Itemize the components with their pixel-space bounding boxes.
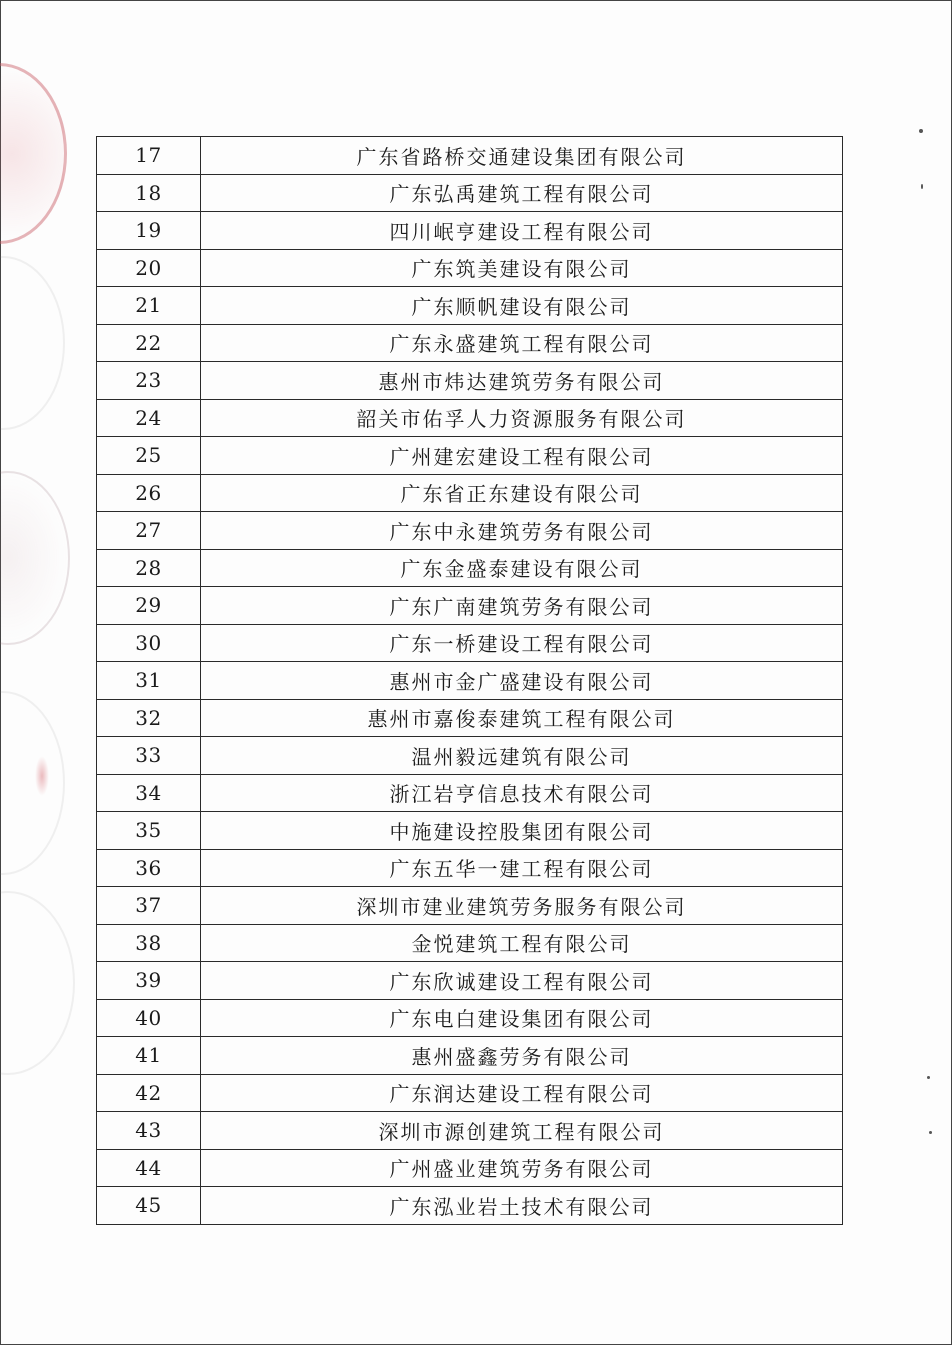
faint-seal-impression [0, 891, 75, 1075]
table-row [97, 812, 843, 850]
scan-speck [919, 129, 923, 133]
table-row [97, 362, 843, 400]
company-list-table [96, 136, 843, 1225]
company-name-cell: 中施建设控股集团有限公司 [201, 812, 843, 850]
table-row [97, 1112, 843, 1150]
row-number-cell: 17 [97, 137, 201, 175]
company-name-cell: 四川岷亨建设工程有限公司 [201, 212, 843, 250]
row-number-cell: 34 [97, 774, 201, 812]
table-row [97, 474, 843, 512]
scan-speck [921, 184, 923, 189]
faint-seal-impression [0, 691, 65, 875]
row-number-cell: 31 [97, 662, 201, 700]
company-name-cell: 广东省路桥交通建设集团有限公司 [201, 137, 843, 175]
row-number-cell: 35 [97, 812, 201, 850]
table-row [97, 1149, 843, 1187]
row-number-cell: 42 [97, 1074, 201, 1112]
table-row [97, 249, 843, 287]
table-row [97, 1074, 843, 1112]
row-number-cell: 27 [97, 512, 201, 550]
table-row [97, 1037, 843, 1075]
table-row [97, 212, 843, 250]
scan-speck [927, 1076, 930, 1079]
row-number-cell: 36 [97, 849, 201, 887]
row-number-cell: 26 [97, 474, 201, 512]
table-row [97, 437, 843, 475]
company-name-cell: 广东一桥建设工程有限公司 [201, 624, 843, 662]
table-row [97, 324, 843, 362]
company-name-cell: 广东五华一建工程有限公司 [201, 849, 843, 887]
company-name-cell: 广东广南建筑劳务有限公司 [201, 587, 843, 625]
row-number-cell: 20 [97, 249, 201, 287]
company-name-cell: 广东弘禹建筑工程有限公司 [201, 174, 843, 212]
company-name-cell: 韶关市佑孚人力资源服务有限公司 [201, 399, 843, 437]
table-row [97, 774, 843, 812]
row-number-cell: 37 [97, 887, 201, 925]
company-name-cell: 广东省正东建设有限公司 [201, 474, 843, 512]
table-row [97, 287, 843, 325]
company-name-cell: 广东筑美建设有限公司 [201, 249, 843, 287]
table-row [97, 137, 843, 175]
table-row [97, 1187, 843, 1225]
row-number-cell: 45 [97, 1187, 201, 1225]
scan-speck [929, 1131, 932, 1134]
table-row [97, 624, 843, 662]
row-number-cell: 18 [97, 174, 201, 212]
company-name-cell: 广州盛业建筑劳务有限公司 [201, 1149, 843, 1187]
table-row [97, 849, 843, 887]
company-name-cell: 金悦建筑工程有限公司 [201, 924, 843, 962]
red-ink-mark [35, 756, 49, 796]
table-row [97, 999, 843, 1037]
faint-seal-impression [0, 256, 65, 430]
row-number-cell: 44 [97, 1149, 201, 1187]
row-number-cell: 30 [97, 624, 201, 662]
table-row [97, 699, 843, 737]
row-number-cell: 22 [97, 324, 201, 362]
company-name-cell: 广东润达建设工程有限公司 [201, 1074, 843, 1112]
row-number-cell: 25 [97, 437, 201, 475]
company-name-cell: 惠州市嘉俊泰建筑工程有限公司 [201, 699, 843, 737]
table-row [97, 924, 843, 962]
faint-seal-impression [0, 471, 70, 645]
row-number-cell: 41 [97, 1037, 201, 1075]
table-row [97, 512, 843, 550]
company-name-cell: 广州建宏建设工程有限公司 [201, 437, 843, 475]
company-name-cell: 广东泓业岩土技术有限公司 [201, 1187, 843, 1225]
table-row [97, 887, 843, 925]
company-name-cell: 广东顺帆建设有限公司 [201, 287, 843, 325]
row-number-cell: 38 [97, 924, 201, 962]
row-number-cell: 19 [97, 212, 201, 250]
table-row [97, 662, 843, 700]
company-name-cell: 惠州市炜达建筑劳务有限公司 [201, 362, 843, 400]
row-number-cell: 24 [97, 399, 201, 437]
company-name-cell: 广东金盛泰建设有限公司 [201, 549, 843, 587]
company-name-cell: 深圳市源创建筑工程有限公司 [201, 1112, 843, 1150]
row-number-cell: 43 [97, 1112, 201, 1150]
company-name-cell: 广东欣诚建设工程有限公司 [201, 962, 843, 1000]
company-name-cell: 惠州市金广盛建设有限公司 [201, 662, 843, 700]
company-name-cell: 深圳市建业建筑劳务服务有限公司 [201, 887, 843, 925]
row-number-cell: 29 [97, 587, 201, 625]
company-name-cell: 浙江岩亨信息技术有限公司 [201, 774, 843, 812]
company-name-cell: 温州毅远建筑有限公司 [201, 737, 843, 775]
row-number-cell: 39 [97, 962, 201, 1000]
company-name-cell: 广东中永建筑劳务有限公司 [201, 512, 843, 550]
table-row [97, 962, 843, 1000]
row-number-cell: 32 [97, 699, 201, 737]
row-number-cell: 23 [97, 362, 201, 400]
row-number-cell: 33 [97, 737, 201, 775]
table-row [97, 549, 843, 587]
table-row [97, 399, 843, 437]
row-number-cell: 28 [97, 549, 201, 587]
table-row [97, 587, 843, 625]
row-number-cell: 21 [97, 287, 201, 325]
row-number-cell: 40 [97, 999, 201, 1037]
company-name-cell: 广东永盛建筑工程有限公司 [201, 324, 843, 362]
table-row [97, 174, 843, 212]
table-row [97, 737, 843, 775]
company-name-cell: 惠州盛鑫劳务有限公司 [201, 1037, 843, 1075]
company-name-cell: 广东电白建设集团有限公司 [201, 999, 843, 1037]
red-seal-stamp [0, 63, 67, 244]
